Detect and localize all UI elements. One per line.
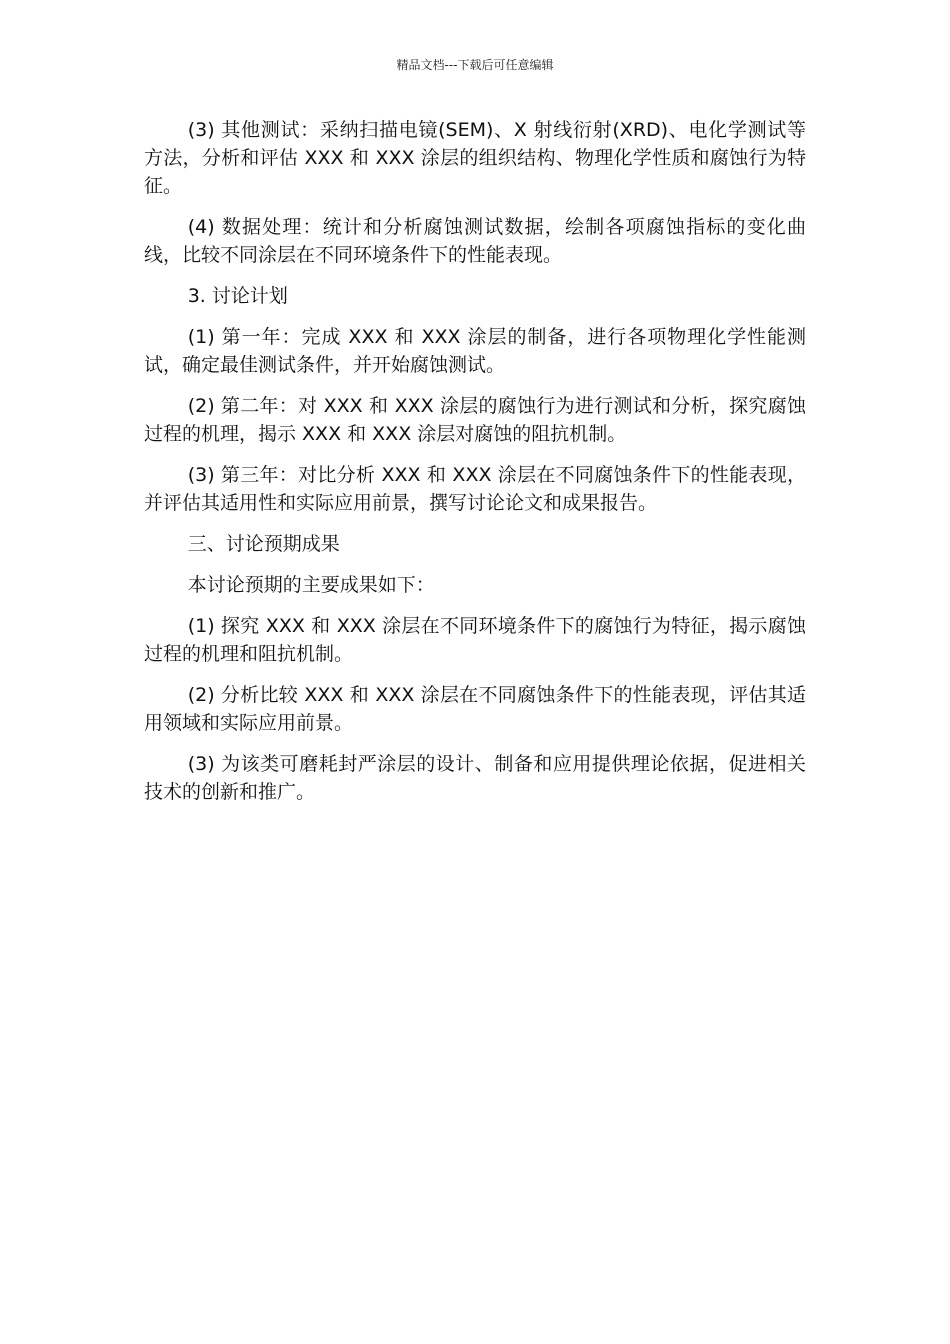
document-body [144, 116, 806, 819]
paragraph-year-two: (2) 第二年：对 XXX 和 XXX 涂层的腐蚀行为进行测试和分析，探究腐蚀过程的机理，揭示 XXX 和 XXX 涂层对腐蚀的阻抗机制。 [144, 395, 806, 445]
section-heading-expected-results: 三、讨论预期成果 [187, 533, 340, 555]
paragraph-year-one: (1) 第一年：完成 XXX 和 XXX 涂层的制备，进行各项物理化学性能测试，确定最佳测试条件，并开始腐蚀测试。 [144, 326, 806, 376]
paragraph-data-processing: (4) 数据处理：统计和分析腐蚀测试数据，绘制各项腐蚀指标的变化曲线，比较不同涂层在不同环境条件下的性能表现。 [144, 216, 806, 266]
section-heading-research-plan: 3. 讨论计划 [187, 285, 288, 307]
page-header: 精品文档---下载后可任意编辑 [396, 58, 554, 72]
paragraph-year-three: (3) 第三年：对比分析 XXX 和 XXX 涂层在不同腐蚀条件下的性能表现，并评估其适用性和实际应用前景，撰写讨论论文和成果报告。 [144, 464, 806, 514]
paragraph-result-one: (1) 探究 XXX 和 XXX 涂层在不同环境条件下的腐蚀行为特征，揭示腐蚀过程的机理和阻抗机制。 [144, 615, 806, 665]
paragraph-other-tests: (3) 其他测试：采纳扫描电镜(SEM)、X 射线衍射(XRD)、电化学测试等方法，分析和评估 XXX 和 XXX 涂层的组织结构、物理化学性质和腐蚀行为特征。 [144, 119, 806, 197]
paragraph-result-three: (3) 为该类可磨耗封严涂层的设计、制备和应用提供理论依据，促进相关技术的创新和推广。 [144, 753, 806, 803]
paragraph-result-two: (2) 分析比较 XXX 和 XXX 涂层在不同腐蚀条件下的性能表现，评估其适用领域和实际应用前景。 [144, 684, 806, 734]
paragraph-results-intro: 本讨论预期的主要成果如下： [187, 574, 435, 596]
